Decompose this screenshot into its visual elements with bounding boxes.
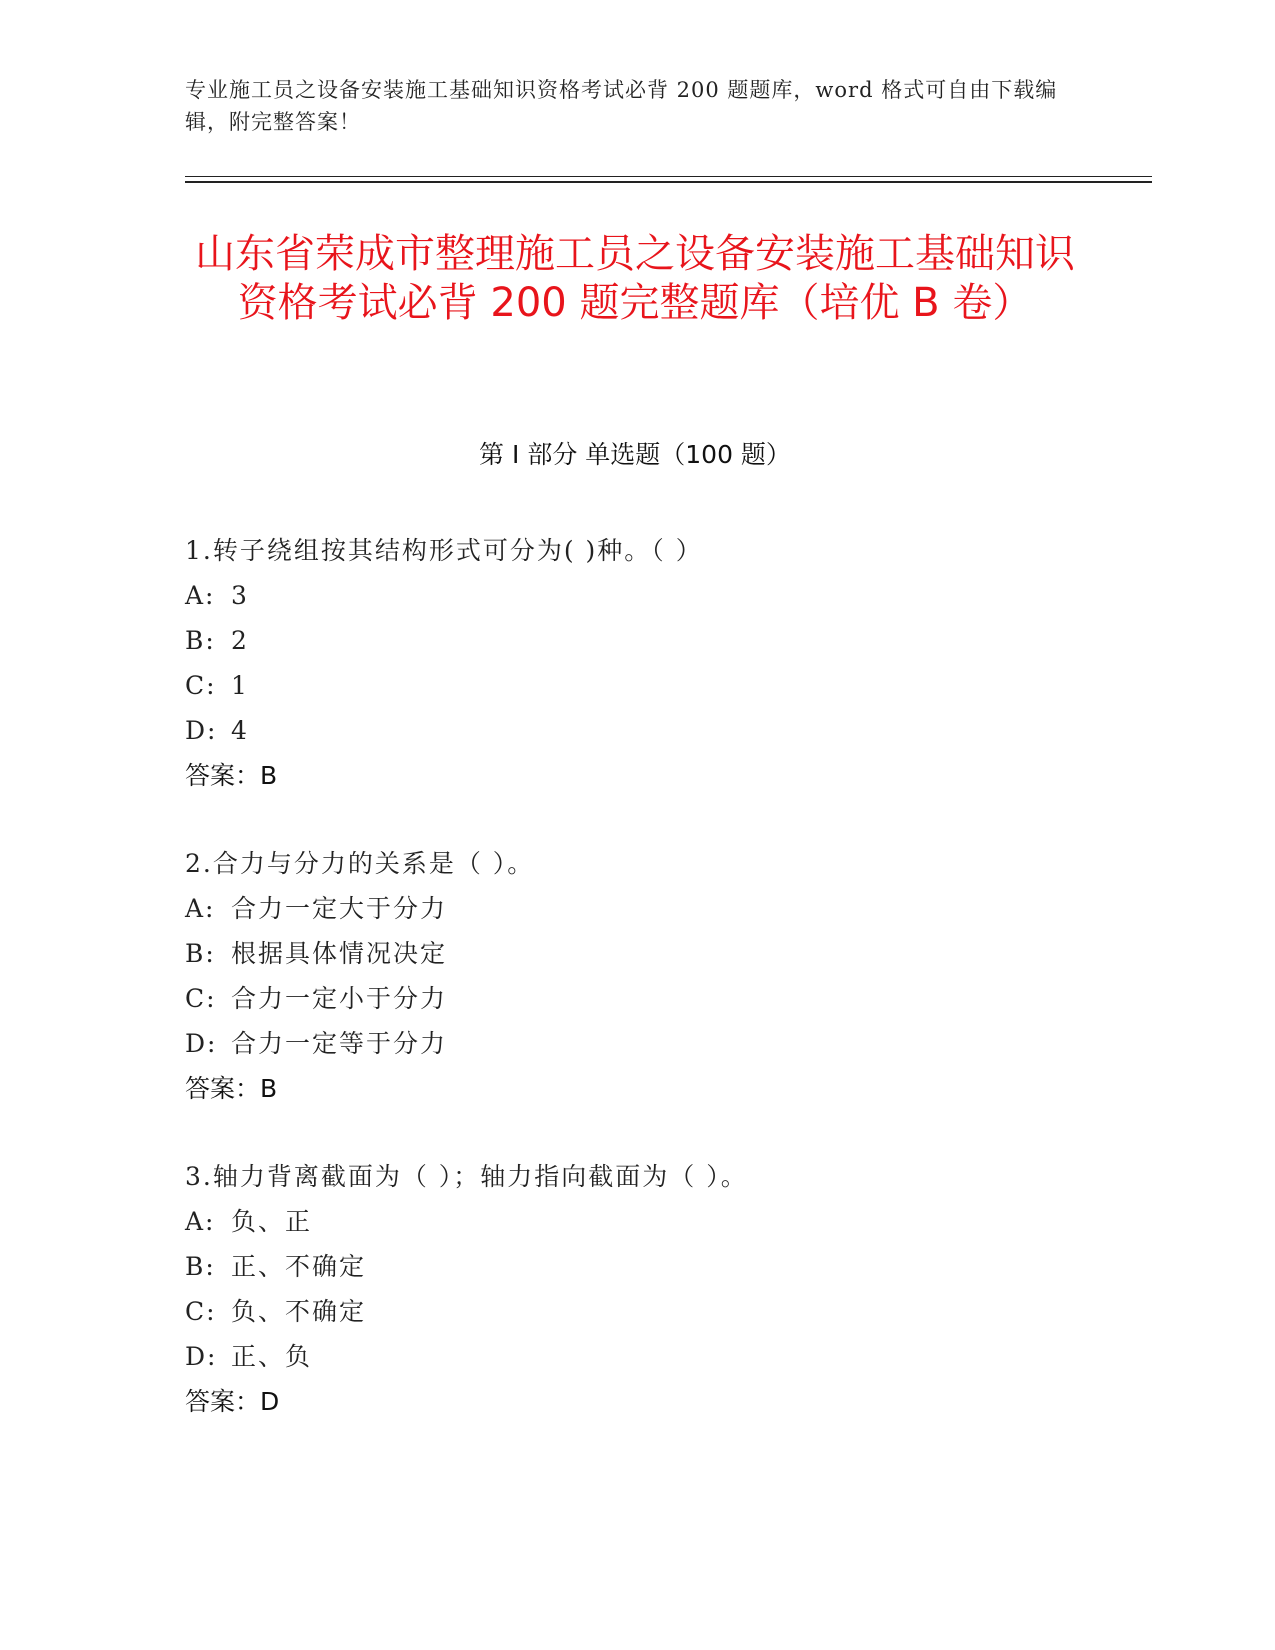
option-text: 合力一定等于分力 (231, 1029, 448, 1058)
option-d (185, 708, 1085, 753)
section-title: 第 I 部分 单选题（100 题） (479, 440, 791, 469)
option-key: D: (185, 716, 218, 745)
question-stem: 3.轴力背离截面为（ ）；轴力指向截面为（ ）。 (185, 1162, 748, 1191)
option-key: B: (185, 1252, 216, 1281)
option-text: 4 (231, 716, 249, 745)
answer-value: D (260, 1387, 280, 1416)
answer-label: 答案： (185, 1074, 261, 1103)
option-text: 负、正 (231, 1207, 313, 1236)
question-3 (185, 1154, 1085, 1424)
answer-line (185, 1379, 1085, 1424)
option-text: 正、不确定 (231, 1252, 367, 1281)
question-stem: 2.合力与分力的关系是（ ）。 (185, 849, 535, 878)
header-note: 专业施工员之设备安装施工基础知识资格考试必背 200 题题库，word 格式可自由下载编辑，附完整答案！ (185, 78, 1058, 134)
option-text: 3 (231, 581, 249, 610)
answer-line (185, 753, 1085, 798)
option-key: A: (185, 1207, 216, 1236)
option-b (185, 931, 1085, 976)
option-key: C: (185, 1297, 217, 1326)
option-text: 合力一定大于分力 (231, 894, 448, 923)
option-a (185, 1199, 1085, 1244)
answer-label: 答案： (185, 1387, 261, 1416)
option-key: B: (185, 626, 216, 655)
header-divider-thick (185, 181, 1152, 183)
option-text: 2 (231, 626, 249, 655)
option-key: A: (185, 581, 216, 610)
answer-value: B (260, 1074, 278, 1103)
answer-value: B (260, 761, 278, 790)
option-key: A: (185, 894, 216, 923)
option-b (185, 1244, 1085, 1289)
question-list (185, 528, 1085, 1467)
option-c (185, 663, 1085, 708)
question-1 (185, 528, 1085, 798)
option-key: C: (185, 984, 217, 1013)
answer-line (185, 1066, 1085, 1111)
option-c (185, 1289, 1085, 1334)
option-key: D: (185, 1342, 218, 1371)
question-stem: 1.转子绕组按其结构形式可分为( )种。（ ） (185, 536, 703, 565)
option-key: B: (185, 939, 216, 968)
option-text: 1 (231, 671, 249, 700)
option-text: 正、负 (231, 1342, 313, 1371)
option-d (185, 1334, 1085, 1379)
header-divider-thin (185, 176, 1152, 177)
option-text: 负、不确定 (231, 1297, 367, 1326)
question-2 (185, 841, 1085, 1111)
option-key: C: (185, 671, 217, 700)
option-d (185, 1021, 1085, 1066)
option-text: 根据具体情况决定 (231, 939, 448, 968)
document-title: 山东省荣成市整理施工员之设备安装施工基础知识资格考试必背 200 题完整题库（培优 B 卷） (195, 231, 1075, 326)
answer-label: 答案： (185, 761, 261, 790)
option-c (185, 976, 1085, 1021)
option-key: D: (185, 1029, 218, 1058)
option-b (185, 618, 1085, 663)
option-text: 合力一定小于分力 (231, 984, 448, 1013)
option-a (185, 886, 1085, 931)
option-a (185, 573, 1085, 618)
